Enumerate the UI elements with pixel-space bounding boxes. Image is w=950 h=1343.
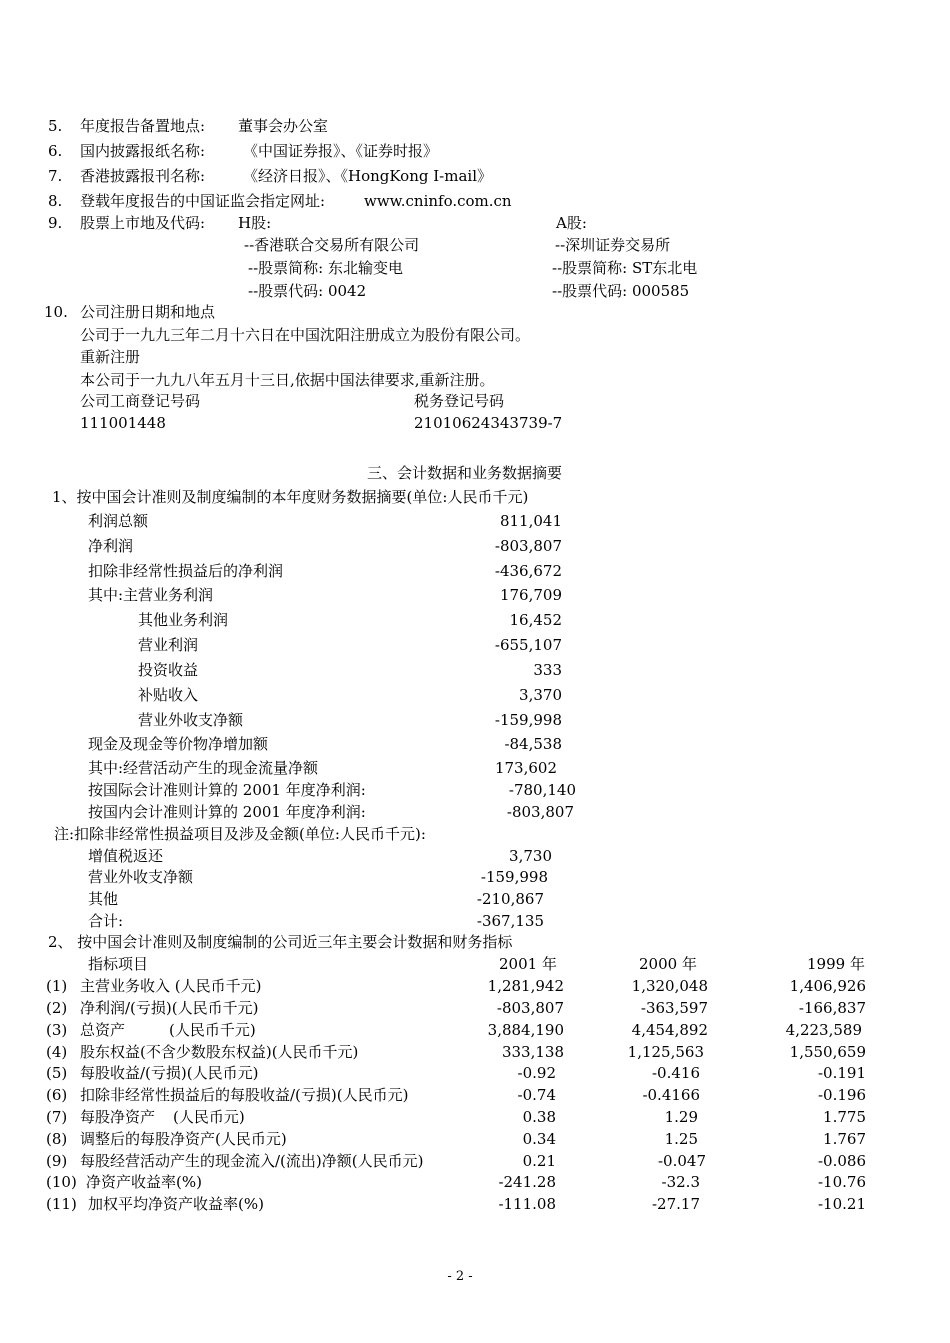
row-label: 利润总额	[88, 512, 149, 530]
value-2001: 3,884,190	[487, 1021, 564, 1039]
value-2001: -111.08	[498, 1195, 556, 1213]
row-number: (7)	[46, 1108, 68, 1126]
row-label: 营业外收支净额	[138, 711, 244, 729]
registration-title: 公司注册日期和地点	[80, 303, 216, 321]
value-2001: 1,281,942	[487, 977, 564, 995]
row-label-unit: (人民币元)	[173, 1108, 245, 1126]
a-share-title: A股:	[556, 214, 587, 232]
row-label-text: 每股净资产	[80, 1108, 156, 1126]
row-value: -436,672	[494, 562, 562, 580]
value-2001: 333,138	[501, 1043, 564, 1061]
row-label: 其他业务利润	[138, 611, 229, 629]
item-label: 年度报告备置地点:	[80, 117, 206, 135]
value-1999: -0.086	[817, 1152, 866, 1170]
row-label-text: 总资产	[80, 1021, 126, 1039]
h-share-name: --股票简称: 东北输变电	[248, 259, 403, 277]
row-value: -159,998	[494, 711, 562, 729]
row-value: -84,538	[504, 735, 562, 753]
row-value: 3,730	[509, 847, 552, 865]
value-1999: 1.775	[823, 1108, 866, 1126]
row-label	[80, 1108, 245, 1126]
value-2000: -0.416	[651, 1064, 700, 1082]
row-value: 333	[533, 661, 562, 679]
value-1999: -10.76	[817, 1173, 866, 1191]
row-value: -210,867	[476, 890, 544, 908]
re-registration-text: 本公司于一九九八年五月十三日,依据中国法律要求,重新注册。	[80, 371, 495, 389]
row-number: (11)	[46, 1195, 77, 1213]
re-registration-title: 重新注册	[80, 348, 141, 366]
value-1999: 1,406,926	[789, 977, 866, 995]
row-label: 加权平均净资产收益率(%)	[88, 1195, 264, 1213]
item-label: 国内披露报纸名称:	[80, 142, 206, 160]
value-2000: 1.25	[664, 1130, 698, 1148]
row-label: 调整后的每股净资产(人民币元)	[80, 1130, 287, 1148]
value-2001: -241.28	[498, 1173, 556, 1191]
value-2000: -32.3	[661, 1173, 700, 1191]
item-value: 《中国证券报》、《证券时报》	[243, 142, 439, 160]
row-number: (5)	[46, 1064, 68, 1082]
tax-reg-number: 21010624343739-7	[414, 414, 563, 432]
row-label: 投资收益	[138, 661, 199, 679]
registration-text: 公司于一九九三年二月十六日在中国沈阳注册成立为股份有限公司。	[80, 326, 531, 344]
value-2001: 0.38	[522, 1108, 556, 1126]
item-number: 10.	[44, 303, 68, 321]
row-number: (8)	[46, 1130, 68, 1148]
value-2001: 0.21	[522, 1152, 556, 1170]
row-value: 3,370	[519, 686, 562, 704]
row-value: -803,807	[494, 537, 562, 555]
value-2000: 1,320,048	[631, 977, 708, 995]
row-label: 增值税返还	[88, 847, 164, 865]
value-2001: -0.74	[517, 1086, 556, 1104]
item-value: 董事会办公室	[238, 117, 329, 135]
part2-title: 2、 按中国会计准则及制度编制的公司近三年主要会计数据和财务指标	[48, 933, 513, 951]
row-value: -780,140	[508, 781, 576, 799]
row-label: 按国内会计准则计算的 2001 年度净利润:	[88, 803, 366, 821]
column-header-2000: 2000 年	[639, 955, 697, 973]
row-label: 按国际会计准则计算的 2001 年度净利润:	[88, 781, 366, 799]
row-value: -803,807	[506, 803, 574, 821]
row-value: -655,107	[494, 636, 562, 654]
value-1999: 1.767	[823, 1130, 866, 1148]
page-number: - 2 -	[447, 1269, 473, 1284]
row-label-unit: (人民币千元)	[169, 1021, 256, 1039]
row-label	[80, 1021, 256, 1039]
row-value: 176,709	[499, 586, 562, 604]
value-1999: -166,837	[798, 999, 866, 1017]
value-2000: 1,125,563	[627, 1043, 704, 1061]
row-label: 净资产收益率(%)	[86, 1173, 202, 1191]
h-share-title: H股:	[238, 214, 272, 232]
tax-reg-label: 税务登记号码	[414, 392, 505, 410]
row-number: (9)	[46, 1152, 68, 1170]
value-1999: -10.21	[817, 1195, 866, 1213]
value-1999: -0.196	[817, 1086, 866, 1104]
row-number: (1)	[46, 977, 68, 995]
value-2000: -363,597	[640, 999, 708, 1017]
row-label: 扣除非经常性损益后的净利润	[88, 562, 284, 580]
row-number: (6)	[46, 1086, 68, 1104]
a-share-name: --股票简称: ST东北电	[552, 259, 698, 277]
value-2000: -0.047	[657, 1152, 706, 1170]
value-2001: -0.92	[517, 1064, 556, 1082]
item-number: 7.	[48, 167, 63, 185]
item-label: 香港披露报刊名称:	[80, 167, 206, 185]
row-label: 营业利润	[138, 636, 199, 654]
row-label: 补贴收入	[138, 686, 199, 704]
row-label: 股东权益(不含少数股东权益)(人民币千元)	[80, 1043, 359, 1061]
website-url: www.cninfo.com.cn	[364, 192, 512, 210]
value-2000: -0.4166	[642, 1086, 700, 1104]
a-share-code: --股票代码: 000585	[552, 282, 690, 300]
column-header-item: 指标项目	[88, 955, 149, 973]
item-value: 《经济日报》、《HongKong I-mail》	[243, 167, 492, 185]
item-number: 6.	[48, 142, 63, 160]
row-label: 主营业务收入 (人民币千元)	[80, 977, 262, 995]
business-reg-number: 111001448	[80, 414, 166, 432]
h-share-code: --股票代码: 0042	[248, 282, 367, 300]
value-2000: 1.29	[664, 1108, 698, 1126]
column-header-2001: 2001 年	[499, 955, 557, 973]
part1-title: 1、按中国会计准则及制度编制的本年度财务数据摘要(单位:人民币千元)	[52, 488, 529, 506]
item-number: 5.	[48, 117, 63, 135]
note-title: 注:扣除非经常性损益项目及涉及金额(单位:人民币千元):	[54, 825, 426, 843]
row-value: 16,452	[509, 611, 562, 629]
business-reg-label: 公司工商登记号码	[80, 392, 201, 410]
column-header-1999: 1999 年	[807, 955, 865, 973]
value-1999: 1,550,659	[789, 1043, 866, 1061]
item-number: 9.	[48, 214, 63, 232]
value-2001: 0.34	[522, 1130, 556, 1148]
row-value: -367,135	[476, 912, 544, 930]
row-label: 其他	[88, 890, 119, 908]
value-1999: 4,223,589	[785, 1021, 862, 1039]
row-label: 合计:	[88, 912, 124, 930]
value-2001: -803,807	[496, 999, 564, 1017]
row-value: 173,602	[494, 759, 557, 777]
row-label: 其中:主营业务利润	[88, 586, 214, 604]
row-number: (10)	[46, 1173, 77, 1191]
row-label: 每股收益/(亏损)(人民币元)	[80, 1064, 259, 1082]
value-1999: -0.191	[817, 1064, 866, 1082]
row-label: 营业外收支净额	[88, 868, 194, 886]
row-value: -159,998	[480, 868, 548, 886]
row-label: 扣除非经常性损益后的每股收益/(亏损)(人民币元)	[80, 1086, 409, 1104]
item-label: 登载年度报告的中国证监会指定网址:	[80, 192, 326, 210]
a-share-exchange: --深圳证券交易所	[555, 236, 671, 254]
row-label: 现金及现金等价物净增加额	[88, 735, 269, 753]
row-label: 其中:经营活动产生的现金流量净额	[88, 759, 319, 777]
item-label: 股票上市地及代码:	[80, 214, 206, 232]
row-number: (4)	[46, 1043, 68, 1061]
row-label: 净利润	[88, 537, 134, 555]
row-label: 每股经营活动产生的现金流入/(流出)净额(人民币元)	[80, 1152, 424, 1170]
section-heading: 三、会计数据和业务数据摘要	[367, 464, 563, 482]
row-label: 净利润/(亏损)(人民币千元)	[80, 999, 259, 1017]
row-number: (2)	[46, 999, 68, 1017]
item-number: 8.	[48, 192, 63, 210]
value-2000: 4,454,892	[631, 1021, 708, 1039]
row-value: 811,041	[499, 512, 562, 530]
h-share-exchange: --香港联合交易所有限公司	[244, 236, 420, 254]
value-2000: -27.17	[651, 1195, 700, 1213]
row-number: (3)	[46, 1021, 68, 1039]
